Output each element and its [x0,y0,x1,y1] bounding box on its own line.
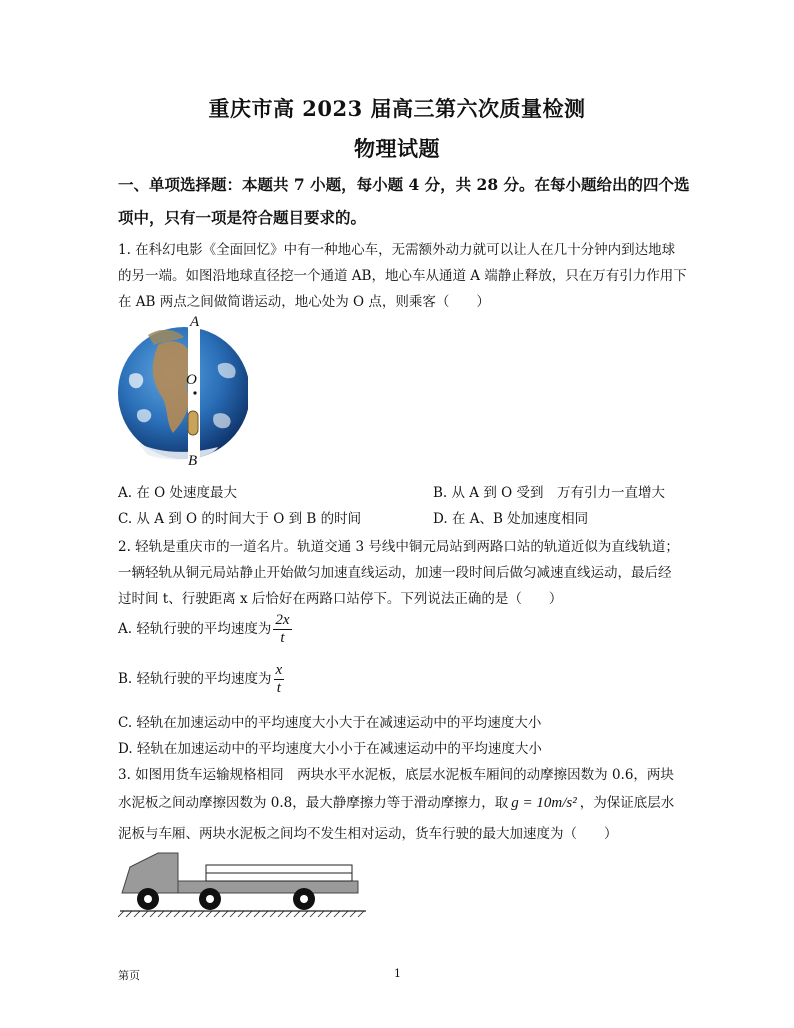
q1-option-a[interactable]: A. 在 O 处速度最大 [118,485,237,501]
bottom-slab [206,873,352,881]
section-heading-line2: 项中，只有一项是符合题目要求的。 [118,208,367,227]
q2-a-numerator: 2x [275,612,290,628]
q2-option-d[interactable]: D. 轻轨在加速运动中的平均速度大小小于在减速运动中的平均速度大小 [118,741,542,757]
truck-diagram [118,845,368,920]
q2-option-a-fraction [273,612,291,647]
truck-figure [118,845,368,920]
truck-cab [122,853,178,893]
top-slab [206,865,352,873]
exam-title: 重庆市高 2023 届高三第六次质量检测 [208,96,586,121]
footer-page-label: 第页 [118,969,140,982]
q2-line2: 一辆轻轨从铜元局站静止开始做匀加速直线运动，加速一段时间后做匀减速直线运动，最后经 [118,565,672,581]
section-heading-line1: 一、单项选择题：本题共 7 小题，每小题 4 分，共 28 分。在每小题给出的四个选 [118,175,690,194]
q1-line2: 的另一端。如图沿地球直径挖一个通道 AB，地心车从通道 A 端静止释放，只在万有引力作用下 [118,268,687,284]
tunnel-channel [188,315,200,475]
q3-line2-pre: 水泥板之间动摩擦因数为 0.8，最大静摩擦力等于滑动摩擦力，取 [118,795,509,811]
footer-page-number: 1 [394,967,401,980]
center-point [193,391,196,394]
q1-line3: 在 AB 两点之间做简谐运动，地心处为 O 点，则乘客（ ） [118,294,490,310]
wheel-rear-hub [300,895,308,903]
q3-formula: g = 10m/s² [511,795,577,811]
q2-option-b-fraction [274,662,285,697]
label-a: A [190,314,200,330]
q2-line3: 过时间 t、行驶距离 x 后恰好在两路口站停下。下列说法正确的是（ ） [118,591,563,607]
q2-option-a[interactable] [118,612,292,647]
q2-b-numerator: x [275,662,283,678]
ground-hatching [118,911,364,917]
q2-option-b-text: B. 轻轨行驶的平均速度为 [118,671,272,687]
q2-b-denominator: t [276,680,281,696]
q3-line2 [118,791,674,812]
label-b: B [188,453,198,469]
earth-diagram [118,315,248,475]
q2-line1: 2. 轻轨是重庆市的一道名片。轨道交通 3 号线中铜元局站到两路口站的轨道近似为直线轨道； [118,539,679,555]
q3-line2-post: ，为保证底层水 [579,795,675,811]
q2-option-a-text: A. 轻轨行驶的平均速度为 [118,621,272,637]
q3-line3: 泥板与车厢、两块水泥板之间均不发生相对运动，货车行驶的最大加速度为（ ） [118,826,618,842]
q3-line1: 3. 如图用货车运输规格相同 两块水平水泥板，底层水泥板车厢间的动摩擦因数为 0.6，两块 [118,767,674,783]
wheel-front-hub [144,895,152,903]
subject-title: 物理试题 [354,136,440,161]
capsule [188,411,198,435]
q1-line1: 1. 在科幻电影《全面回忆》中有一种地心车，无需额外动力就可以让人在几十分钟内到达地球 [118,242,676,258]
q1-option-d[interactable]: D. 在 A、B 处加速度相同 [433,511,589,527]
q2-option-c[interactable]: C. 轻轨在加速运动中的平均速度大小大于在减速运动中的平均速度大小 [118,715,542,731]
q2-a-denominator: t [280,630,285,646]
wheel-middle-hub [206,895,214,903]
earth-figure [118,315,248,475]
label-o: O [186,372,197,388]
q1-option-b[interactable]: B. 从 A 到 O 受到 万有引力一直增大 [433,485,665,501]
q2-option-b[interactable] [118,662,284,697]
q1-option-c[interactable]: C. 从 A 到 O 的时间大于 O 到 B 的时间 [118,511,362,527]
